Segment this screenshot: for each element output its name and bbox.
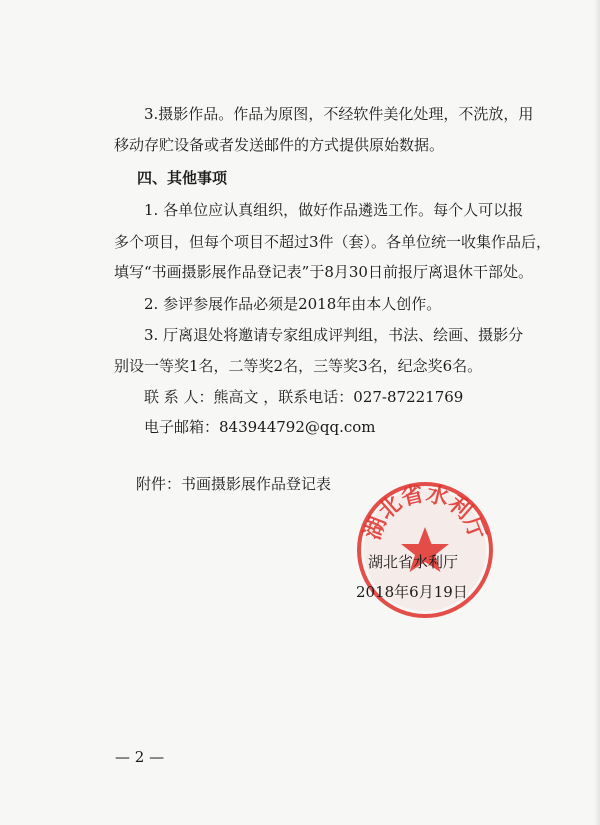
- item3-line1: 3. 厅离退处将邀请专家组成评判组，书法、绘画、摄影分: [144, 326, 524, 344]
- attachment-line: 附件：书画摄影展作品登记表: [136, 475, 332, 493]
- paragraph-photo-requirements-line2: 移动存贮设备或者发送邮件的方式提供原始数据。: [114, 136, 445, 154]
- seal-text: 湖北省水利厅: [359, 480, 491, 544]
- signature-organization: 湖北省水利厅: [368, 553, 459, 571]
- item3-line2: 别设一等奖1名，二等奖2名，三等奖3名，纪念奖6名。: [114, 357, 483, 375]
- item1-line3: 填写“书画摄影展作品登记表”于8月30日前报厅离退休干部处。: [114, 263, 533, 281]
- item1-line1: 1. 各单位应认真组织，做好作品遴选工作。每个人可以报: [144, 201, 524, 219]
- official-seal-stamp: [350, 475, 500, 625]
- contact-email-line: 电子邮箱：843944792@qq.com: [144, 418, 376, 436]
- section-heading-other-matters: 四、其他事项: [137, 169, 228, 187]
- signature-date: 2018年6月19日: [356, 583, 468, 601]
- page-edge-shadow: [594, 0, 600, 825]
- item2-line1: 2. 参评参展作品必须是2018年由本人创作。: [144, 295, 442, 313]
- page-number: — 2 —: [115, 748, 165, 766]
- item1-line2: 多个项目，但每个项目不超过3件（套）。各单位统一收集作品后，: [114, 233, 552, 251]
- paragraph-photo-requirements-line1: 3.摄影作品。作品为原图，不经软件美化处理，不洗放，用: [144, 105, 534, 123]
- contact-person-line: 联 系 人：熊高文 ，联系电话：027-87221769: [144, 388, 464, 406]
